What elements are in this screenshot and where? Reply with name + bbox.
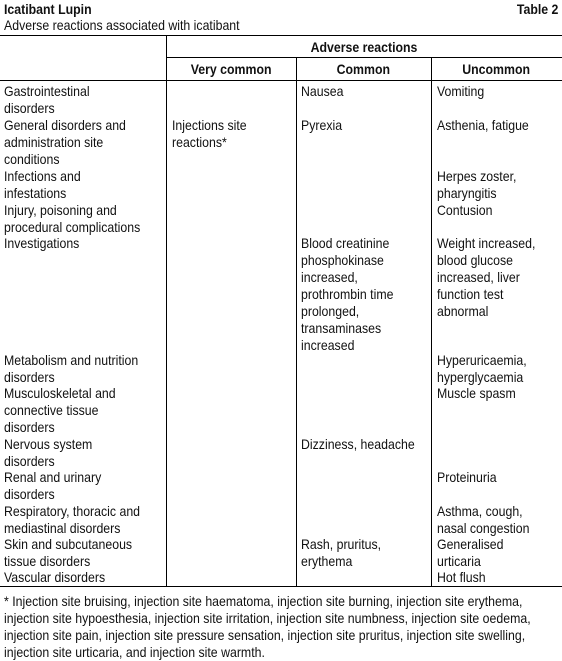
table-row-soc: Infections and infestations bbox=[4, 168, 81, 201]
table-cell-uncommon: Hyperuricaemia, hyperglycaemia bbox=[437, 352, 527, 385]
table-cell-uncommon: Asthma, cough, nasal congestion bbox=[437, 503, 530, 536]
table-row-soc: Musculoskeletal and connective tissue disorders bbox=[4, 385, 116, 435]
table-subtitle: Adverse reactions associated with icatibant bbox=[4, 17, 240, 33]
table-row-soc: Skin and subcutaneous tissue disorders bbox=[4, 536, 133, 569]
column-header-uncommon: Uncommon bbox=[462, 61, 530, 77]
table-cell-very-common: Injections site reactions* bbox=[172, 117, 247, 150]
column-divider-2 bbox=[296, 57, 297, 586]
table-cell-uncommon: Hot flush bbox=[437, 569, 486, 585]
table-cell-common: Nausea bbox=[301, 83, 344, 99]
adverse-reactions-group-header: Adverse reactions bbox=[310, 39, 418, 55]
table-cell-uncommon: Generalised urticaria bbox=[437, 536, 504, 569]
group-header-rule bbox=[166, 57, 562, 58]
table-cell-uncommon: Weight increased, blood glucose increased, liver function test abnormal bbox=[437, 235, 536, 319]
table-cell-uncommon: Vomiting bbox=[437, 83, 485, 99]
column-header-common: Common bbox=[336, 61, 391, 77]
table-row-soc: Renal and urinary disorders bbox=[4, 469, 102, 502]
table-row-soc: Metabolism and nutrition disorders bbox=[4, 352, 139, 385]
table-bottom-rule bbox=[0, 586, 562, 587]
table-row-soc: Investigations bbox=[4, 235, 80, 251]
table-row-soc: Nervous system disorders bbox=[4, 436, 93, 469]
column-divider-3 bbox=[431, 57, 432, 586]
column-divider-1 bbox=[166, 35, 167, 586]
table-cell-common: Dizziness, headache bbox=[301, 436, 415, 452]
table-row-soc: General disorders and administration site conditions bbox=[4, 117, 126, 167]
column-header-very-common: Very common bbox=[190, 61, 272, 77]
document-title: Icatibant Lupin bbox=[4, 1, 92, 17]
table-cell-common: Rash, pruritus, erythema bbox=[301, 536, 382, 569]
table-cell-common: Pyrexia bbox=[301, 117, 343, 133]
column-header-rule bbox=[0, 80, 562, 81]
table-cell-uncommon: Asthenia, fatigue bbox=[437, 117, 529, 133]
table-row-soc: Gastrointestinal disorders bbox=[4, 83, 90, 116]
table-cell-uncommon: Muscle spasm bbox=[437, 385, 516, 401]
table-label: Table 2 bbox=[516, 1, 559, 17]
header-top-rule bbox=[0, 35, 562, 36]
table-cell-uncommon: Herpes zoster, pharyngitis bbox=[437, 168, 517, 201]
table-footnote: * Injection site bruising, injection site haematoma, injection site burning, injection site erythema, injection site hypoesthesia, injection site irritation, injection site numbness, injection site oedema, injection site pain, injection site pressure sensation, injection site pruritus, injection site swelling, injection site urticaria, and injection site warmth. bbox=[4, 593, 531, 660]
table-cell-common: Blood creatinine phosphokinase increased, prothrombin time prolonged, transaminases increased bbox=[301, 235, 394, 353]
table-row-soc: Vascular disorders bbox=[4, 569, 106, 585]
table-row-soc: Respiratory, thoracic and mediastinal disorders bbox=[4, 503, 141, 536]
table-row-soc: Injury, poisoning and procedural complications bbox=[4, 202, 141, 235]
table-cell-uncommon: Contusion bbox=[437, 202, 493, 218]
table-cell-uncommon: Proteinuria bbox=[437, 469, 497, 485]
